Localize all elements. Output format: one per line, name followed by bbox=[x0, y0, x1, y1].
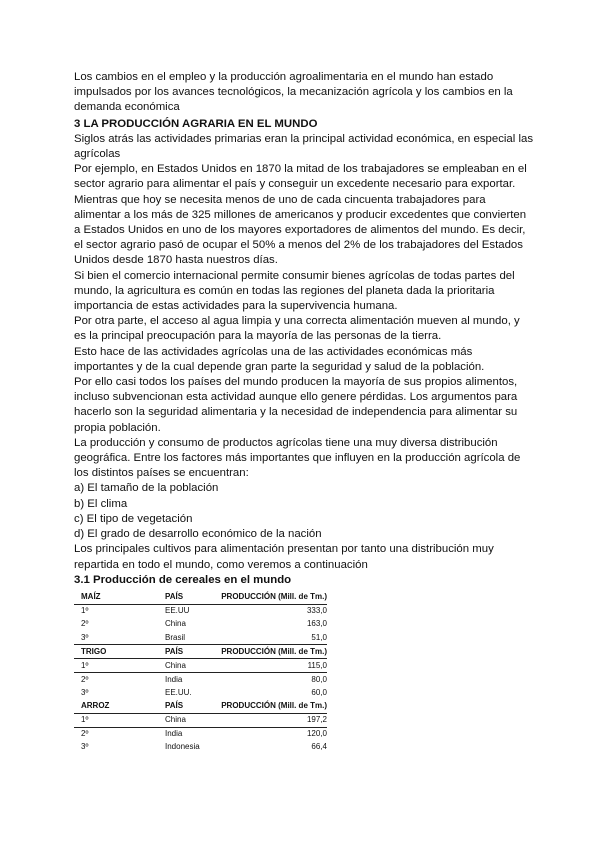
document-page bbox=[74, 70, 534, 754]
col-header-produccion: PRODUCCIÓN (Mill. de Tm.) bbox=[217, 699, 327, 713]
country-cell: Indonesia bbox=[165, 742, 200, 752]
table-row bbox=[74, 618, 327, 631]
factor-item: a) El tamaño de la población bbox=[74, 482, 219, 495]
country-cell: India bbox=[165, 729, 183, 739]
country-cell: EE.UU bbox=[165, 606, 190, 616]
value-cell: 51,0 bbox=[217, 631, 327, 645]
rank-cell: 2º bbox=[81, 619, 89, 629]
value-cell: 333,0 bbox=[306, 606, 327, 616]
table-header-row bbox=[74, 699, 327, 713]
value-cell: 120,0 bbox=[306, 729, 327, 739]
paragraph: Si bien el comercio internacional permite consumir bienes agrícolas de todas partes del mundo, la agricultura es común en todas las regiones del planeta dada la prioritaria importancia de estas actividades para la supervivencia humana. bbox=[74, 269, 515, 313]
factor-item: b) El clima bbox=[74, 497, 128, 510]
paragraph: Por otra parte, el acceso al agua limpia y una correcta alimentación mueven al mundo, y es la principal preocupación para la mayoría de las personas de la tierra. bbox=[74, 315, 520, 343]
factor-item: c) El tipo de vegetación bbox=[74, 512, 193, 525]
table-row bbox=[74, 686, 327, 699]
rank-cell: 3º bbox=[81, 687, 89, 697]
table-row bbox=[74, 604, 327, 618]
table-row bbox=[74, 673, 327, 687]
country-cell: China bbox=[165, 619, 186, 629]
section-title: 3 LA PRODUCCIÓN AGRARIA EN EL MUNDO bbox=[74, 117, 318, 130]
paragraph: Esto hace de las actividades agrícolas una de las actividades económicas más importantes y de la cual depende gran parte la seguridad y salud de la población. bbox=[74, 345, 485, 373]
value-cell: 80,0 bbox=[311, 674, 327, 684]
paragraph: Siglos atrás las actividades primarias eran la principal actividad económica, en especial las agrícolas bbox=[74, 132, 534, 161]
value-cell: 60,0 bbox=[311, 687, 327, 697]
table-header-row bbox=[74, 645, 327, 659]
col-header-produccion: PRODUCCIÓN (Mill. de Tm.) bbox=[217, 645, 327, 659]
value-cell: 163,0 bbox=[306, 619, 327, 629]
value-cell: 197,2 bbox=[217, 713, 327, 727]
table-row bbox=[74, 659, 327, 673]
paragraph: La producción y consumo de productos agrícolas tiene una muy diversa distribución geográfica. Entre los factores más importantes que influyen en la producción agrícola de los distintos países se encuentran: bbox=[74, 436, 521, 480]
col-header-produccion: PRODUCCIÓN (Mill. de Tm.) bbox=[217, 591, 327, 605]
col-header-pais: PAÍS bbox=[165, 645, 217, 659]
crop-name: MAÍZ bbox=[74, 591, 165, 605]
intro-paragraph: Los cambios en el empleo y la producción agroalimentaria en el mundo han estado impulsados por los avances tecnológicos, la mecanización agrícola y los cambios en la demanda económica bbox=[74, 71, 513, 114]
paragraph: Por ejemplo, en Estados Unidos en 1870 la mitad de los trabajadores se empleaban en el sector agrario para alimentar el país y conseguir un excedente necesario para exportar. Mientras que hoy se necesita menos de uno de cada cincuenta trabajadores para alimentar a los más de 325 millones de americanos y producir excedentes que convierten a Estados Unidos en uno de los mayores exportadores de alimentos del mundo. Es decir, el sector agrario pasó de ocupar el 50% a menos del 2% de los trabajadores del Estados Unidos desde 1870 hasta nuestros días. bbox=[74, 163, 527, 267]
paragraph: Por ello casi todos los países del mundo producen la mayoría de sus propios alimentos, incluso subvencionan esta actividad aunque ello genere pérdidas. Los argumentos para hacerlo son la seguridad alimentaria y la necesidad de independencia para alimentar su propia población. bbox=[74, 376, 518, 434]
value-cell: 115,0 bbox=[217, 659, 327, 673]
table-row bbox=[74, 631, 327, 645]
table-header-row bbox=[74, 591, 327, 605]
rank-cell: 3º bbox=[74, 631, 165, 645]
cereal-production-table bbox=[74, 591, 327, 754]
table-row bbox=[74, 741, 327, 754]
rank-cell: 1º bbox=[81, 606, 89, 616]
rank-cell: 3º bbox=[81, 742, 89, 752]
crop-name: TRIGO bbox=[74, 645, 165, 659]
crop-name: ARROZ bbox=[74, 699, 165, 713]
table-row bbox=[74, 727, 327, 741]
rank-cell: 1º bbox=[74, 713, 165, 727]
table-row bbox=[74, 713, 327, 727]
country-cell: Brasil bbox=[165, 631, 217, 645]
col-header-pais: PAÍS bbox=[165, 591, 217, 605]
country-cell: India bbox=[165, 674, 183, 684]
col-header-pais: PAÍS bbox=[165, 699, 217, 713]
rank-cell: 2º bbox=[81, 674, 89, 684]
rank-cell: 2º bbox=[81, 729, 89, 739]
subsection-title: 3.1 Producción de cereales en el mundo bbox=[74, 573, 292, 586]
value-cell: 66,4 bbox=[311, 742, 327, 752]
factor-item: d) El grado de desarrollo económico de la nación bbox=[74, 528, 322, 541]
country-cell: EE.UU. bbox=[165, 687, 192, 697]
closing-paragraph: Los principales cultivos para alimentación presentan por tanto una distribución muy repartida en todo el mundo, como veremos a continuación bbox=[74, 543, 494, 571]
country-cell: China bbox=[165, 713, 217, 727]
rank-cell: 1º bbox=[74, 659, 165, 673]
country-cell: China bbox=[165, 659, 217, 673]
